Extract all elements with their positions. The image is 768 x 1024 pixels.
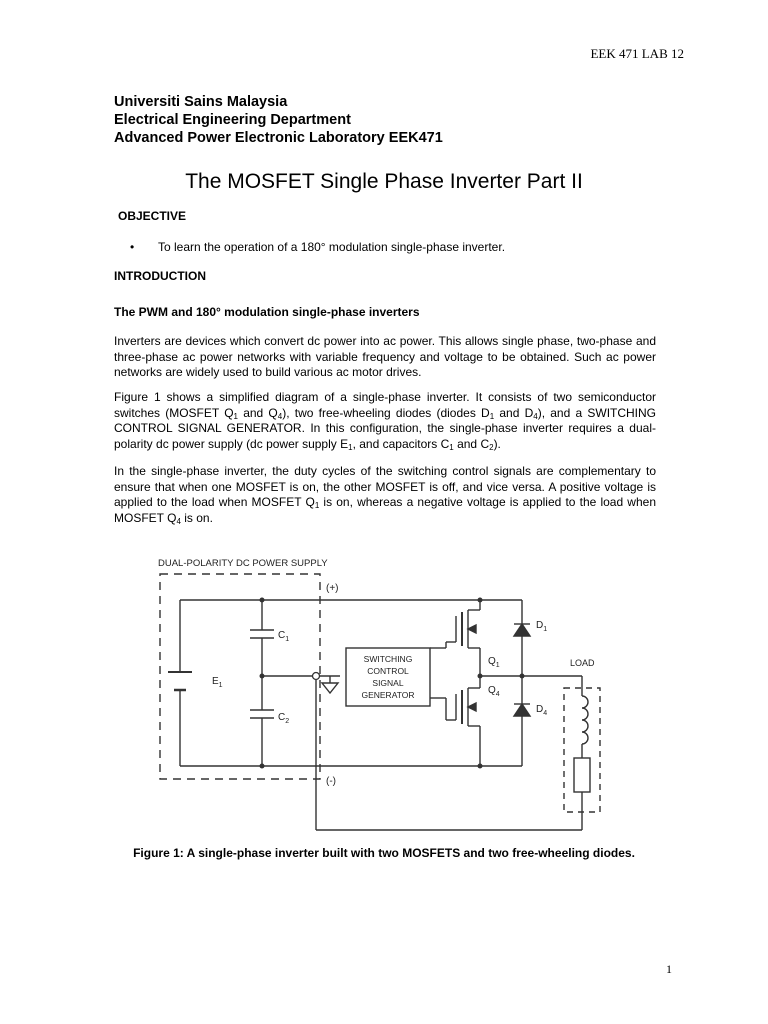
e1-label: E [212,676,219,687]
q1-label: Q [488,656,496,667]
paragraph-2: Figure 1 shows a simplified diagram of a single-phase inverter. It consists of two semiconductor switches (MOSFET $Q_1$ and $Q_4$), two free-wheeling diodes (diodes $D_1$ and $D_4$), and a SWITCHING CONTROL SIGNAL GENERATOR. In this configuration, the single-phase inverter requires a dual-polarity dc power supply (dc power supply $E_1$, and capacitors $C_1$ and $C_2$). [114,390,657,452]
objective-heading: OBJECTIVE [118,209,187,223]
generator-label-4: GENERATOR [361,690,415,700]
d4-label: D [536,704,544,715]
figure-caption: Figure 1: A single-phase inverter built with two MOSFETS and two free-wheeling diodes. [133,846,635,860]
objective-bullet [130,240,505,254]
svg-text:D4: $D_4$ [536,704,548,717]
generator-label-1: SWITCHING [363,654,413,664]
introduction-subheading: The PWM and 180° modulation single-phase inverters [114,305,420,319]
laboratory-name: Advanced Power Electronic Laboratory EEK471 [114,130,443,146]
minus-terminal-label: (-) [326,776,336,787]
generator-label-2: CONTROL [367,666,409,676]
svg-text:C2: $C_2$ [278,712,290,725]
plus-terminal-label: (+) [326,583,339,594]
c1-label: C [278,630,286,641]
bullet-dot-icon: • [130,240,135,254]
d1-label: D [536,620,544,631]
objective-text: To learn the operation of a 180° modulation single-phase inverter. [158,240,506,254]
c2-label: C [278,712,286,723]
svg-text:Q4: $Q_4$ [488,685,500,698]
svg-text:Q1: $Q_1$ [488,656,500,669]
load-label: LOAD [570,658,595,668]
institution-block [114,93,443,147]
supply-label: DUAL-POLARITY DC POWER SUPPLY [158,558,328,569]
paragraph-1: Inverters are devices which convert dc power into ac power. This allows single phase, two-phase and three-phase ac power networks with variable frequency and voltage to be obtained. Such ac power networks are widely used to build various ac motor drives. [114,334,656,379]
svg-text:D1: $D_1$ [536,620,548,633]
inverter-circuit-diagram [150,548,620,838]
page-number: 1 [666,962,672,976]
document-title: The MOSFET Single Phase Inverter Part II [185,170,583,193]
department-name: Electrical Engineering Department [114,112,351,128]
introduction-heading: INTRODUCTION [114,269,206,283]
q4-label: Q [488,685,496,696]
university-name: Universiti Sains Malaysia [114,94,288,110]
paragraph-3: In the single-phase inverter, the duty cycles of the switching control signals are complementary to ensure that when one MOSFET is on, the other MOSFET is off, and vice versa. A positive voltage is applied to the load when MOSFET $Q_1$ is on, whereas a negative voltage is applied to the load when MOSFET $Q_4$ is on. [114,464,656,526]
svg-text:E1: $E_1$ [212,676,223,689]
course-lab-header: EEK 471 LAB 12 [590,46,684,61]
svg-text:C1: $C_1$ [278,630,290,643]
generator-label-3: SIGNAL [372,678,404,688]
